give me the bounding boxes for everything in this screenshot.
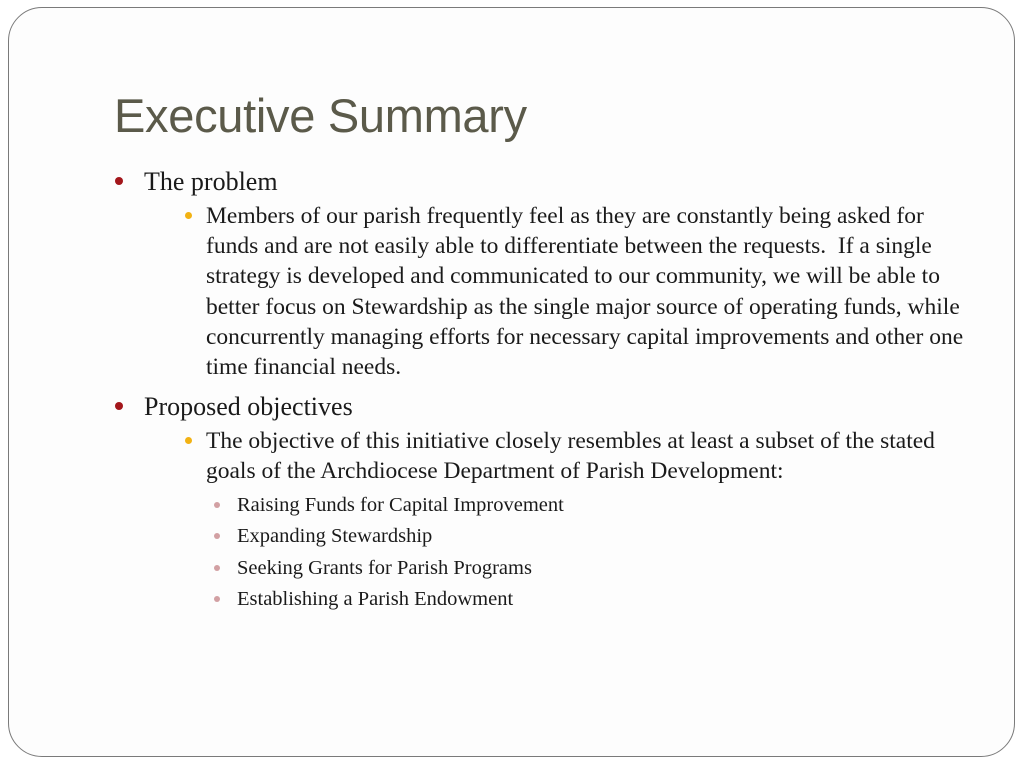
list-item (206, 555, 977, 581)
goal-text: Expanding Stewardship (237, 525, 433, 548)
slide-title: Executive Summary (114, 89, 527, 142)
goal-text: Raising Funds for Capital Improvement (237, 493, 564, 516)
goal-text: Establishing a Parish Endowment (237, 588, 514, 611)
goal-text: Seeking Grants for Parish Programs (237, 556, 532, 579)
bullet-icon (115, 402, 123, 410)
bullet-icon (214, 596, 220, 602)
list-item (206, 586, 977, 612)
bullet-icon (115, 177, 123, 185)
bullet-icon (185, 212, 192, 219)
bullet-list (112, 166, 977, 612)
bullet-icon (214, 533, 220, 539)
sub-bullet-list (144, 201, 977, 382)
list-item (206, 492, 977, 518)
section-objectives (112, 391, 977, 612)
section-heading: The problem (144, 167, 278, 196)
section-heading: Proposed objectives (144, 392, 353, 422)
problem-description: Members of our parish frequently feel as they are constantly being asked for funds and are not easily able to differentiate between the requests. If a single strategy is developed and communicated to our community, we will be able to better focus on Stewardship as the single major source of operating funds, while concurrently managing efforts for necessary capital improvements and other one time financial needs. (206, 203, 964, 381)
bullet-icon (185, 437, 192, 444)
goals-list (206, 492, 977, 613)
objective-description: The objective of this initiative closely resembles at least a subset of the stated goals of the Archdiocese Department of Parish Development: (206, 428, 935, 485)
list-item (176, 201, 977, 382)
bullet-icon (214, 565, 220, 571)
bullet-icon (214, 502, 220, 508)
slide-body (112, 166, 977, 618)
section-problem (112, 166, 977, 382)
list-item (176, 426, 977, 612)
list-item (206, 523, 977, 549)
sub-bullet-list (144, 426, 977, 612)
